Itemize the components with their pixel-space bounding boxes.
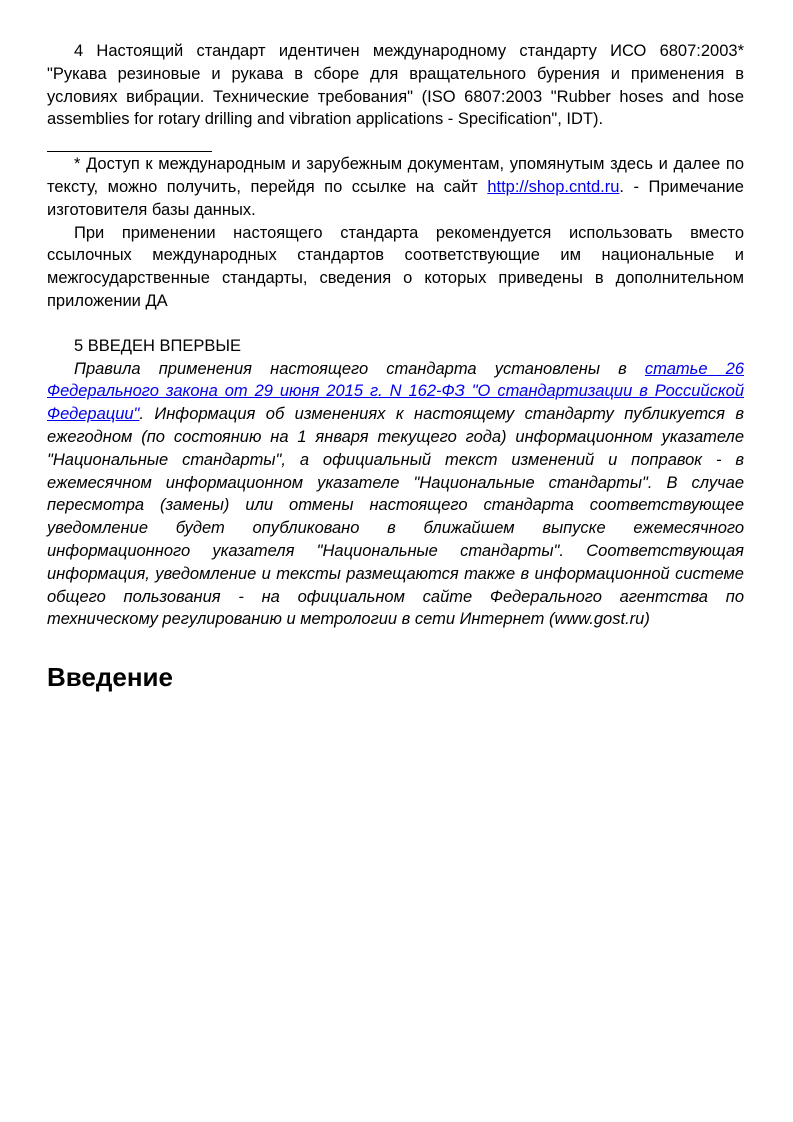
footnote-text-after: . - Примечание изготовителя базы данных. xyxy=(47,177,744,219)
item-4-paragraph xyxy=(47,40,744,131)
national-standards-note-text: При применении настоящего стандарта рекомендуется использовать вместо ссылочных международных стандартов соответствующие им национальные и межгосударственные стандарты, сведения о которых приведены в дополнительном приложении ДА xyxy=(47,223,744,310)
section-heading-introduction: Введение xyxy=(47,662,173,693)
national-standards-note xyxy=(47,222,744,313)
document-page xyxy=(47,40,744,693)
footnote-divider xyxy=(47,151,212,152)
item-4-text: 4 Настоящий стандарт идентичен международному стандарту ИСО 6807:2003* "Рукава резиновые и рукава в сборе для вращательного бурения и применения в условиях вибрации. Технические требования" (ISO 6807:2003 "Rubber hoses and hose assemblies for rotary drilling and vibration applications - Specification", IDT). xyxy=(47,42,744,129)
item-5-title: 5 ВВЕДЕН ВПЕРВЫЕ xyxy=(74,336,241,355)
application-rules-text-after: . Информация об изменениях к настоящему стандарту публикуется в ежегодном (по состоянию на 1 января текущего года) информационном указателе "Национальные стандарты", а официальный текст изменений и поправок - в ежемесячном информационном указателе "Национальные стандарты". В случае пересмотра (замены) или отмены настоящего стандарта соответствующее уведомление будет опубликовано в ближайшем выпуске ежемесячного информационного указателя "Национальные стандарты". Соответствующая информация, уведомление и тексты размещаются также в информационной системе общего пользования - на официальном сайте Федерального агентства по техническому регулированию и метрологии в сети Интернет (www.gost.ru) xyxy=(47,405,744,629)
footnote-paragraph xyxy=(47,153,744,221)
shop-cntd-link[interactable]: http://shop.cntd.ru xyxy=(487,177,620,196)
application-rules-text-before: Правила применения настоящего стандарта установлены в xyxy=(74,359,645,378)
application-rules-paragraph xyxy=(47,358,744,632)
footnote-text-before: * Доступ к международным и зарубежным документам, упомянутым здесь и далее по тексту, можно получить, перейдя по ссылке на сайт xyxy=(47,155,744,196)
federal-law-link[interactable]: статье 26 Федерального закона от 29 июня 2015 г. N 162-ФЗ "О стандартизации в Российской Федерации" xyxy=(47,359,744,424)
